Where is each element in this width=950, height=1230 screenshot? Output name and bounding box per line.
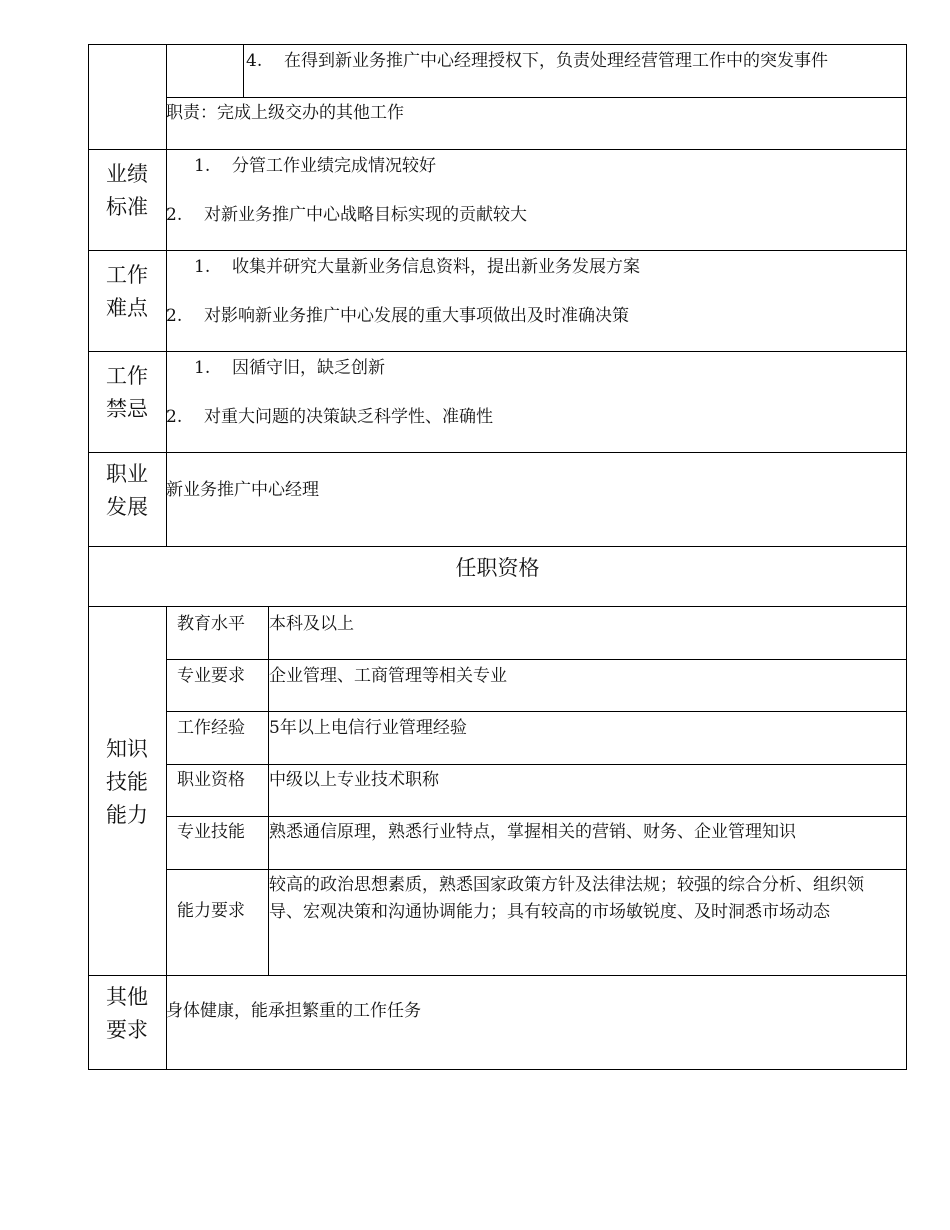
knowledge-key-ability: 能力要求 [177,901,245,921]
knowledge-key-experience: 工作经验 [177,718,245,738]
other-text: 身体健康，能承担繁重的工作任务 [166,1001,421,1021]
row-divider [88,149,907,150]
career-text: 新业务推广中心经理 [166,480,319,500]
knowledge-value-experience: 5年以上电信行业管理经验 [269,718,467,738]
taboo-item-2: 2. 对重大问题的决策缺乏科学性、准确性 [166,407,493,427]
performance-item-1: 1. 分管工作业绩完成情况较好 [194,156,436,176]
career-label: 职业 发展 [106,462,148,519]
row-divider [88,546,907,547]
knowledge-value-ability: 较高的政治思想素质，熟悉国家政策方针及法律法规；较强的综合分析、组织领导、宏观决策和沟通协调能力；具有较高的市场敏锐度、及时洞悉市场动态 [269,875,864,922]
other-label: 其他 要求 [106,985,148,1042]
row-divider [166,764,907,765]
row-divider [166,816,907,817]
difficulty-label: 工作 难点 [106,263,148,320]
performance-label: 业绩 标准 [106,162,148,219]
difficulty-item-1: 1. 收集并研究大量新业务信息资料，提出新业务发展方案 [194,257,640,277]
row-divider [166,659,907,660]
col-divider [243,44,244,97]
knowledge-label: 知识 技能 能力 [106,737,148,827]
knowledge-value-skills: 熟悉通信原理，熟悉行业特点，掌握相关的营销、财务、企业管理知识 [269,822,796,842]
knowledge-key-certification: 职业资格 [177,770,245,790]
duty-item-4 [246,49,828,73]
duty-item-4-text: 在得到新业务推广中心经理授权下，负责处理经营管理工作中的突发事件 [284,51,828,71]
taboo-item-1: 1. 因循守旧，缺乏创新 [194,358,385,378]
knowledge-key-major: 专业要求 [177,666,245,686]
row-divider [166,711,907,712]
qualification-title: 任职资格 [455,556,540,580]
row-divider [88,351,907,352]
knowledge-value-major: 企业管理、工商管理等相关专业 [269,666,507,686]
row-divider [88,250,907,251]
taboo-label: 工作 禁忌 [106,364,148,421]
row-divider [88,975,907,976]
row-divider [88,452,907,453]
knowledge-key-education: 教育水平 [177,614,245,634]
knowledge-value-certification: 中级以上专业技术职称 [269,770,439,790]
row-divider [166,97,907,98]
duty-item-4-num: 4. [246,51,263,71]
knowledge-key-skills: 专业技能 [177,822,245,842]
knowledge-value-education: 本科及以上 [269,614,354,634]
performance-item-2: 2. 对新业务推广中心战略目标实现的贡献较大 [166,205,527,225]
other-duty-text: 职责：完成上级交办的其他工作 [166,103,404,123]
row-divider [166,869,907,870]
row-divider [88,606,907,607]
difficulty-item-2: 2. 对影响新业务推广中心发展的重大事项做出及时准确决策 [166,306,629,326]
